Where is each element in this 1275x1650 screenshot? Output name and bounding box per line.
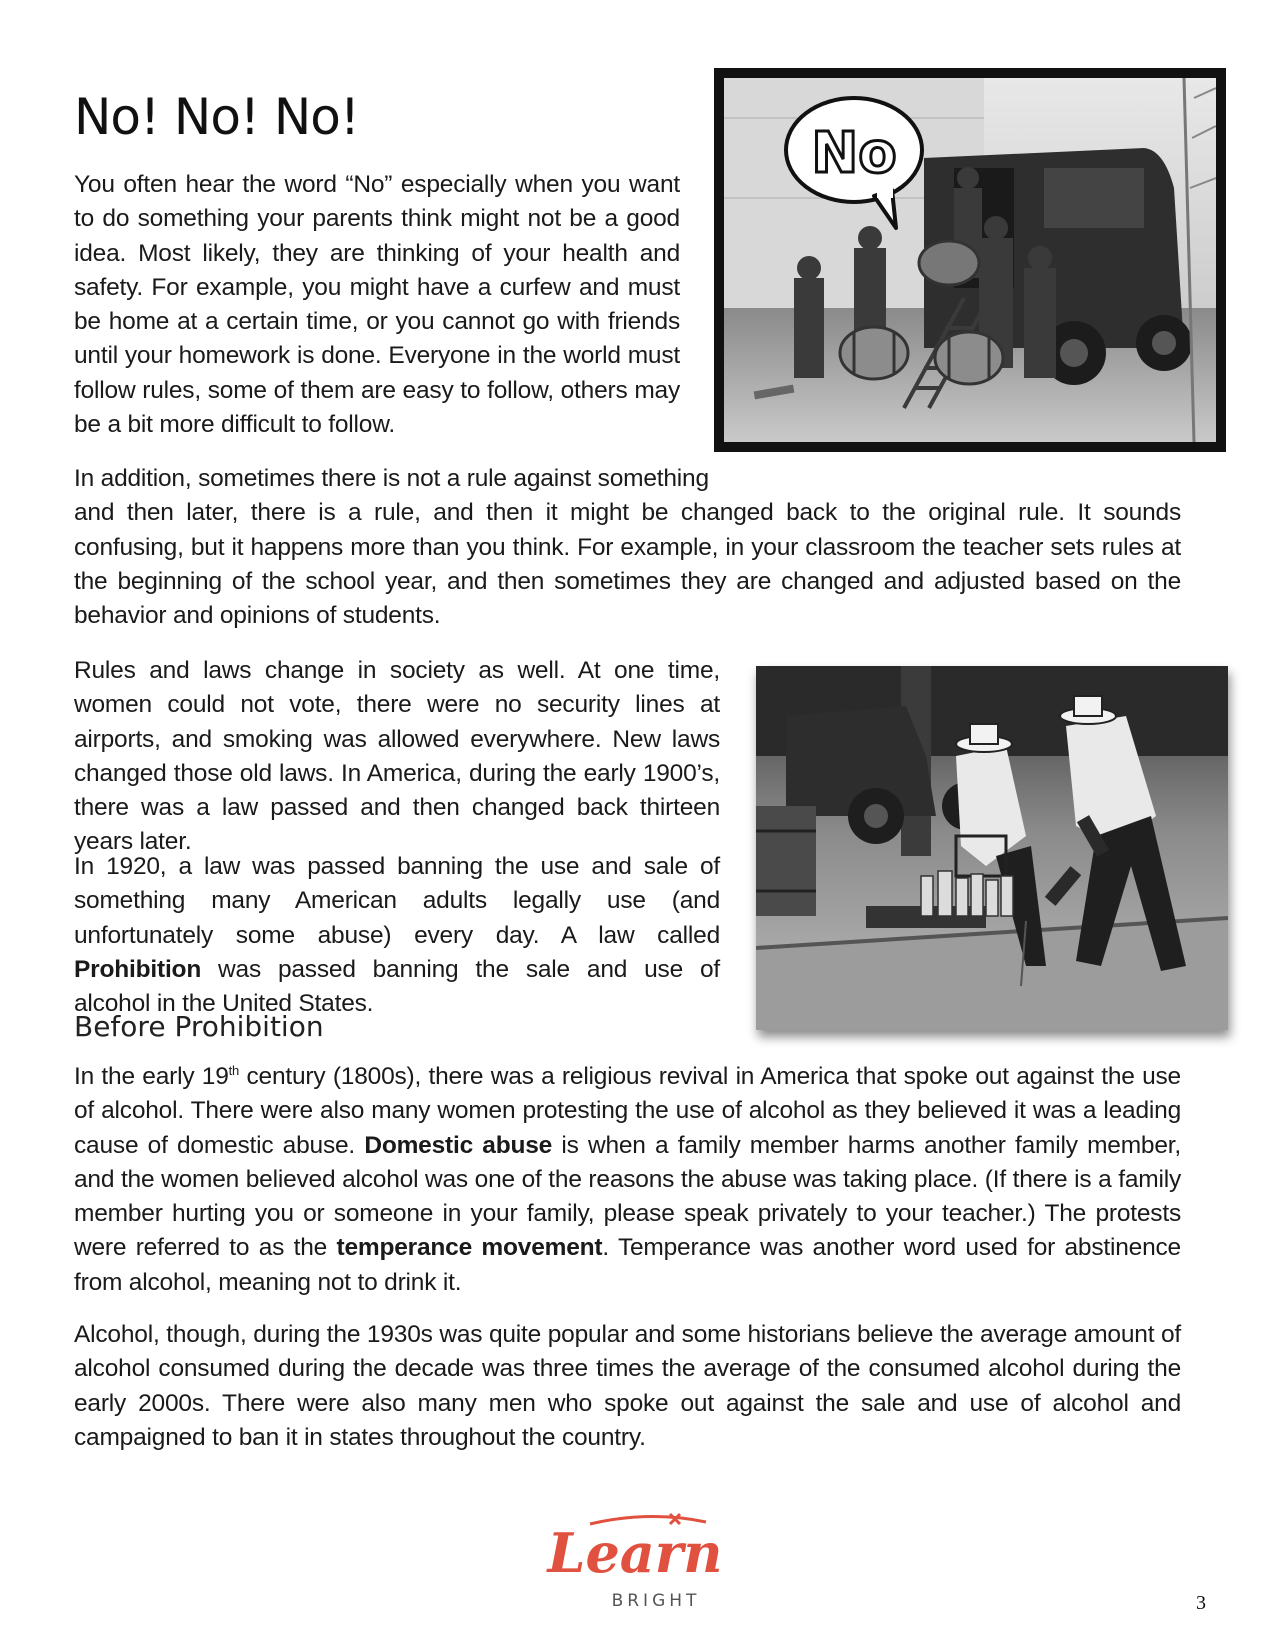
intro-paragraph: You often hear the word “No” especially when you want to do something your parents think might not be a good idea. Most likely, they are thinking of your health and safety. For example, you might have a curfew and must be home at a certain time, or you cannot go with friends until your homework is done. Everyone in the world must follow rules, some of them are easy to follow, others may be a bit more difficult to follow. (74, 171, 680, 439)
no-bubble-text: No (811, 121, 897, 186)
page-number: 3 (1196, 1592, 1206, 1614)
temperance-text-f: . Temperance was another word used for abstinence from alcohol, meaning not to drink it. (74, 1234, 1181, 1296)
prohibition-text-a: In 1920, a law was passed banning the use and sale of something many American adults legally use (and unfortunately some abuse) every day. A law called (74, 853, 720, 949)
changing-rules-paragraph (74, 462, 1181, 633)
prohibition-barrels-photo (714, 68, 1226, 452)
photo-pouring-alcohol-image (756, 666, 1228, 1030)
before-prohibition-heading: Before Prohibition (74, 1010, 324, 1043)
temperance-text-d: is when a family member harms another family member, and the women believed alcohol was one of the reasons the abuse was taking place. (If there is a family member hurting you or someone in your family, please speak privately to your teacher.) The protests were referred to as the (74, 1131, 1181, 1262)
page-title: No! No! No! (74, 88, 359, 146)
alcohol-1930s-paragraph: Alcohol, though, during the 1930s was quite popular and some historians believe the average amount of alcohol consumed during the decade was three times the average of the consumed alcohol during the early 2000s. There were also many men who spoke out against the sale and use of alcohol and campaigned to ban it in states throughout the country. (74, 1321, 1181, 1451)
changing-rules-first-line: In addition, sometimes there is not a rule against something (74, 465, 709, 492)
temperance-paragraph (74, 1060, 1181, 1300)
prohibition-paragraph (74, 850, 720, 1021)
learn-bright-logo-mark (530, 1508, 740, 1618)
learn-bright-logo (530, 1508, 740, 1618)
photo-barrel-unloading-image (724, 78, 1216, 442)
temperance-text-a: In the early 19 (74, 1063, 229, 1090)
laws-change-paragraph: Rules and laws change in society as well. At one time, women could not vote, there were no security lines at airports, and smoking was allowed everywhere. New laws changed those old laws. In America, during the early 1900’s, there was a law passed and then changed back thirteen years later. (74, 657, 720, 856)
ordinal-suffix: th (228, 1062, 240, 1078)
prohibition-text-c: was passed banning the sale and use of alcohol in the United States. (74, 955, 720, 1018)
temperance-text-b: century (1800s), there was a religious revival in America that spoke out against the use of alcohol. There were also many women protesting the use of alcohol as they believed it was a leading cause of domestic abuse. (74, 1063, 1181, 1159)
pouring-alcohol-photo (756, 666, 1228, 1030)
prohibition-term: Prohibition (74, 955, 202, 983)
logo-subword: BRIGHT (611, 1591, 701, 1611)
changing-rules-rest: and then later, there is a rule, and then it might be changed back to the original rule. It sounds confusing, but it happens more than you think. For example, in your classroom the teacher sets rules at the beginning of the school year, and then sometimes they are changed and adjusted based on the behavior and opinions of students. (74, 499, 1181, 630)
domestic-abuse-term: Domestic abuse (364, 1131, 553, 1159)
temperance-movement-term: temperance movement (336, 1234, 603, 1262)
logo-word: Learn (547, 1521, 723, 1585)
